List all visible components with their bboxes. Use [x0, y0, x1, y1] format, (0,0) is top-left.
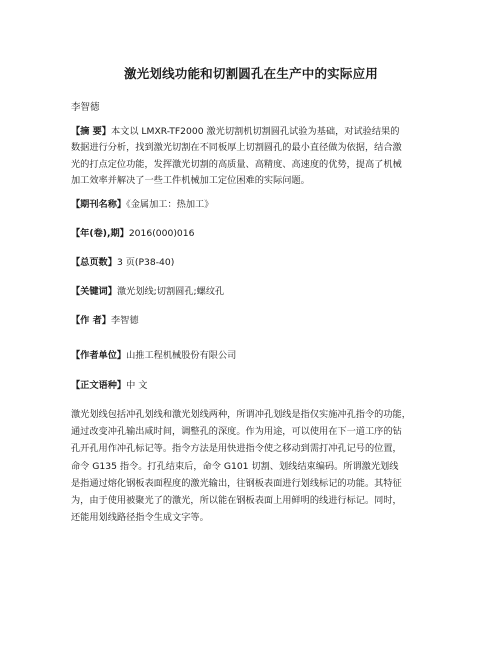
- field-language-label: 【正文语种】: [71, 380, 127, 391]
- body-line: 是指通过熔化钢板表面程度的激光输出，往钢板表面进行划线标记的功能。其特征: [71, 477, 402, 489]
- field-pages-label: 【总页数】: [71, 257, 117, 268]
- field-affiliation-label: 【作者单位】: [71, 350, 127, 361]
- field-affiliation: [71, 347, 236, 361]
- body-line: 激光划线包括冲孔划线和激光划线两种，所谓冲孔划线是指仅实施冲孔指令的功能，: [71, 409, 411, 420]
- field-journal-label: 【期刊名称】: [71, 199, 127, 210]
- field-language-value: 中 文: [126, 380, 148, 391]
- abstract-line-2: 数据进行分析，找到激光切割在不同板厚上切割圆孔的最小直径做为依据，结合激: [71, 142, 402, 154]
- field-authors: [71, 312, 139, 326]
- field-authors-label: 【作 者】: [71, 315, 111, 326]
- field-year-issue-label: 【年(卷),期】: [71, 228, 129, 239]
- document-author: 李智德: [71, 102, 100, 113]
- body-text: [71, 406, 433, 526]
- field-authors-value: 李智德: [110, 315, 139, 326]
- body-line: 命令 G135 指令。打孔结束后，命令 G101 切割、划线结束编码。所谓激光划线: [71, 460, 399, 472]
- document-title: 激光划线功能和切割圆孔在生产中的实际应用: [123, 66, 378, 81]
- body-line: 为，由于使用被聚光了的激光，所以能在钢板表面上用鲜明的线进行标记。同时，: [71, 495, 402, 507]
- field-keywords: [71, 283, 224, 297]
- body-line: 通过改变冲孔输出咸时间，调整孔的深度。作为用途，可以使用在下一道工序的钻: [71, 426, 402, 438]
- field-keywords-label: 【关键词】: [71, 286, 117, 297]
- field-pages: [71, 254, 174, 268]
- field-year-issue-value: 2016(000)016: [128, 228, 195, 239]
- abstract-section: [71, 124, 433, 189]
- field-journal-value: 《金属加工：热加工》: [126, 199, 214, 210]
- body-line: 孔开孔用作冲孔标记等。指令方法是用快进指令使之移动到需打冲孔记号的位置，: [71, 443, 402, 455]
- field-pages-value: 3 页(P38-40): [116, 257, 175, 268]
- abstract-line-4: 加工效率并解决了一些工件机械加工定位困难的实际问题。: [71, 174, 310, 186]
- field-language: [71, 377, 147, 391]
- field-journal: [71, 196, 213, 210]
- abstract-line-3: 光的打点定位功能，发挥激光切割的高质量、高精度、高速度的优势，提高了机械: [71, 158, 402, 170]
- abstract-text: 本文以 LMXR-TF2000 激光切割机切割圆孔试验为基础，对试验结果的: [110, 126, 400, 137]
- field-affiliation-value: 山推工程机械股份有限公司: [126, 350, 237, 361]
- body-line: 还能用划线路径指令生成文字等。: [71, 512, 209, 524]
- abstract-label: 【摘 要】: [71, 126, 111, 137]
- abstract-line-1: [71, 124, 433, 140]
- field-keywords-value: 激光划线;切割圆孔;螺纹孔: [116, 286, 225, 297]
- field-year-issue: [71, 225, 194, 239]
